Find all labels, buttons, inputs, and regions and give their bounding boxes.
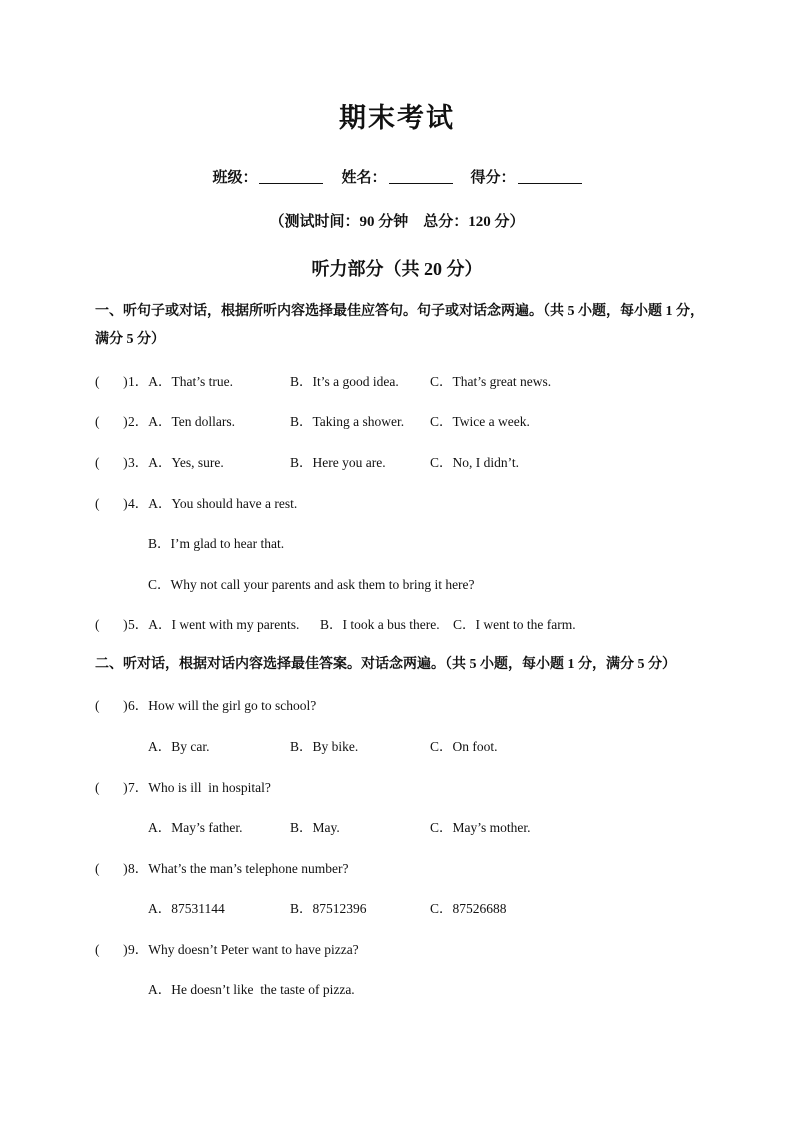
question-stem: How will the girl go to school? <box>148 698 317 713</box>
option-b: B．I took a bus there. <box>320 617 440 632</box>
question-number: 9． <box>128 942 149 957</box>
section-heading-1: 一、听句子或对话，根据所听内容选择最佳应答句。句子或对话念两遍。（共 5 小题，每小题 1 分，满分 5 分） <box>95 304 704 347</box>
question-2 <box>95 412 235 432</box>
answer-paren[interactable]: ( ) <box>95 496 128 511</box>
option-c: C．That’s great news. <box>430 374 552 389</box>
question-number: 8． <box>128 861 149 876</box>
question-6 <box>95 696 316 716</box>
answer-paren[interactable]: ( ) <box>95 455 128 470</box>
option-a: A．Yes, sure. <box>148 455 224 470</box>
name-blank[interactable] <box>389 183 453 184</box>
student-info-line <box>0 166 794 187</box>
option-b: B．Taking a shower. <box>290 414 405 429</box>
question-4 <box>95 494 297 514</box>
answer-paren[interactable]: ( ) <box>95 414 128 429</box>
section-heading-2: 二、听对话，根据对话内容选择最佳答案。对话念两遍。（共 5 小题，每小题 1 分，满分 5 分） <box>95 657 676 672</box>
question-stem: What’s the man’s telephone number? <box>148 861 349 876</box>
option-a: A．By car. <box>148 739 210 754</box>
option-c: C．I went to the farm. <box>453 617 576 632</box>
option-b: B．Here you are. <box>290 455 386 470</box>
question-5 <box>95 615 299 635</box>
question-number: 7． <box>128 780 149 795</box>
question-number: 6． <box>128 698 149 713</box>
option-c: C．87526688 <box>430 901 507 916</box>
option-b: B．By bike. <box>290 739 359 754</box>
question-number: 2． <box>128 414 149 429</box>
question-3 <box>95 453 224 473</box>
option-c: C．No, I didn’t. <box>430 455 520 470</box>
question-number: 5． <box>128 617 149 632</box>
option-c: C．Why not call your parents and ask them to bring it here? <box>148 577 475 592</box>
option-a: A．That’s true. <box>148 374 233 389</box>
class-label: 班级： <box>212 170 258 186</box>
question-7 <box>95 778 271 798</box>
option-b: B．It’s a good idea. <box>290 374 399 389</box>
option-c: C．May’s mother. <box>430 820 531 835</box>
part-title: 听力部分（共 20 分） <box>311 259 483 279</box>
question-stem: Who is ill in hospital? <box>148 780 271 795</box>
question-stem: Why doesn’t Peter want to have pizza? <box>148 942 359 957</box>
option-c: C．On foot. <box>430 739 498 754</box>
answer-paren[interactable]: ( ) <box>95 617 128 632</box>
answer-paren[interactable]: ( ) <box>95 780 128 795</box>
question-number: 4． <box>128 496 149 511</box>
question-number: 3． <box>128 455 149 470</box>
question-8 <box>95 859 348 879</box>
option-a: A．He doesn’t like the taste of pizza. <box>148 982 355 997</box>
option-a: A．Ten dollars. <box>148 414 236 429</box>
option-a: A．I went with my parents. <box>148 617 300 632</box>
option-c: C．Twice a week. <box>430 414 530 429</box>
page-title: 期末考试 <box>339 103 455 133</box>
option-b: B．87512396 <box>290 901 367 916</box>
answer-paren[interactable]: ( ) <box>95 374 128 389</box>
question-9 <box>95 940 359 960</box>
option-b: B．I’m glad to hear that. <box>148 536 285 551</box>
answer-paren[interactable]: ( ) <box>95 942 128 957</box>
class-blank[interactable] <box>259 183 323 184</box>
score-blank[interactable] <box>518 183 582 184</box>
option-a: A．You should have a rest. <box>148 496 298 511</box>
question-1 <box>95 372 233 392</box>
option-a: A．May’s father. <box>148 820 243 835</box>
name-label: 姓名： <box>341 170 387 186</box>
answer-paren[interactable]: ( ) <box>95 861 128 876</box>
question-number: 1． <box>128 374 149 389</box>
score-label: 得分： <box>470 170 516 186</box>
option-a: A．87531144 <box>148 901 225 916</box>
exam-meta: （测试时间：90 分钟 总分：120 分） <box>269 214 525 230</box>
option-b: B．May. <box>290 820 340 835</box>
answer-paren[interactable]: ( ) <box>95 698 128 713</box>
